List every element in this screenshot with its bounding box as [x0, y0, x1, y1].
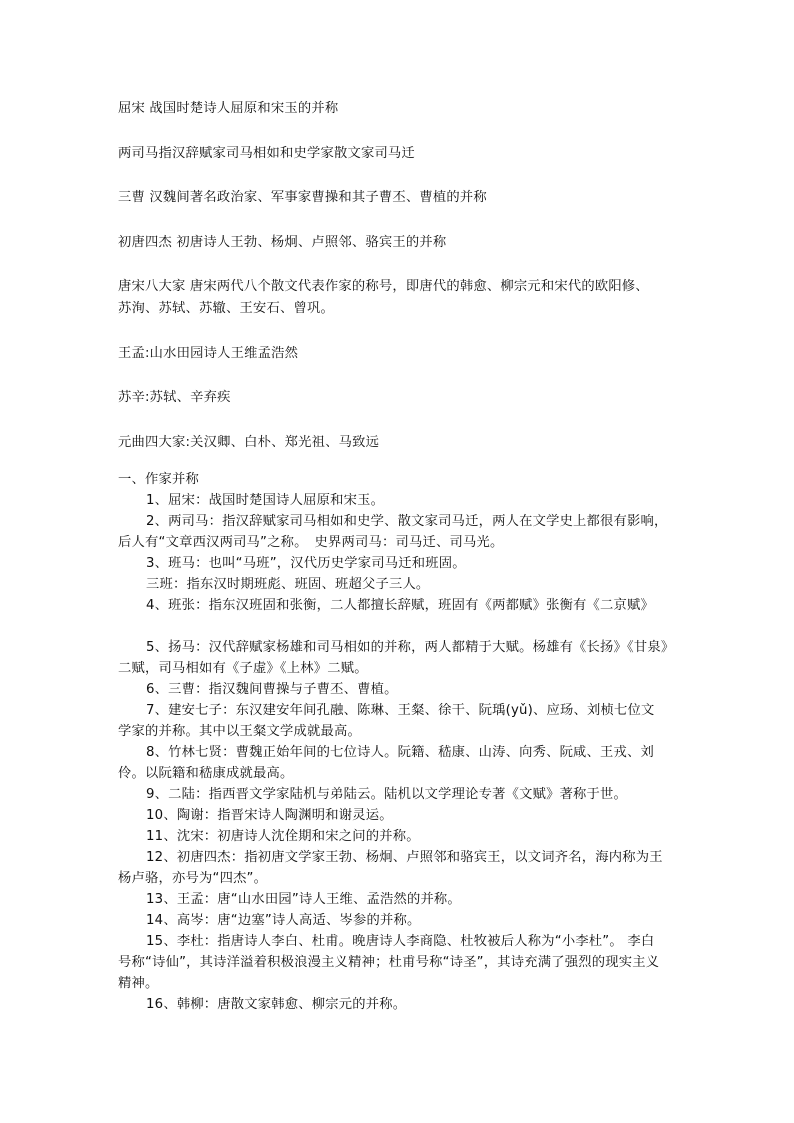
list-item-12-cont: 杨卢骆，亦号为“四杰”。 — [118, 871, 268, 886]
list-item-2-cont: 后人有“文章西汉两司马”之称。 史界两司马：司马迁、司马光。 — [118, 535, 504, 550]
list-item-5: 5、扬马：汉代辞赋家杨雄和司马相如的并称，两人都精于大赋。杨雄有《长扬》《甘泉》 — [146, 640, 675, 655]
list-item-7: 7、建安七子：东汉建安年间孔融、陈琳、王粲、徐干、阮瑀(yǔ)、应玚、刘桢七位文 — [146, 703, 655, 718]
line-tangsong-bada-cont: 苏洵、苏轼、苏辙、王安石、曾巩。 — [118, 301, 334, 316]
list-item-15-cont-2: 精神。 — [118, 976, 159, 991]
line-qusong: 屈宋 战国时楚诗人屈原和宋玉的并称 — [118, 101, 339, 116]
list-item-1: 1、屈宋：战国时楚国诗人屈原和宋玉。 — [146, 493, 385, 508]
list-item-13: 13、王孟：唐“山水田园”诗人王维、孟浩然的并称。 — [146, 892, 461, 907]
list-item-3: 3、班马：也叫“马班”，汉代历史学家司马迁和班固。 — [146, 556, 466, 571]
section-heading: 一、作家并称 — [118, 472, 199, 487]
line-sancao: 三曹 汉魏间著名政治家、军事家曹操和其子曹丕、曹植的并称 — [118, 190, 487, 205]
line-tangsong-bada: 唐宋八大家 唐宋两代八个散文代表作家的称号，即唐代的韩愈、柳宗元和宋代的欧阳修、 — [118, 279, 649, 294]
list-item-11: 11、沈宋：初唐诗人沈佺期和宋之问的并称。 — [146, 829, 420, 844]
line-yuanqu: 元曲四大家:关汉卿、白朴、郑光祖、马致远 — [118, 435, 380, 450]
list-item-8-cont: 伶。以阮籍和嵇康成就最高。 — [118, 766, 294, 781]
list-item-6: 6、三曹：指汉魏间曹操与子曹丕、曹植。 — [146, 682, 398, 697]
list-item-12: 12、初唐四杰：指初唐文学家王勃、杨炯、卢照邻和骆宾王，以文词齐名，海内称为王 — [146, 850, 663, 865]
line-suxin: 苏辛:苏轼、辛弃疾 — [118, 390, 231, 405]
line-liangsima: 两司马指汉辞赋家司马相如和史学家散文家司马迁 — [118, 146, 415, 161]
list-item-2: 2、两司马：指汉辞赋家司马相如和史学、散文家司马迁，两人在文学史上都很有影响， — [146, 514, 668, 529]
list-item-9: 9、二陆：指西晋文学家陆机与弟陆云。陆机以文学理论专著《文赋》著称于世。 — [146, 787, 628, 802]
line-chutang-sijie: 初唐四杰 初唐诗人王勃、杨炯、卢照邻、骆宾王的并称 — [118, 235, 447, 250]
list-item-4: 4、班张：指东汉班固和张衡，二人都擅长辞赋，班固有《两都赋》张衡有《二京赋》 — [146, 598, 655, 613]
line-wangmeng: 王孟:山水田园诗人王维孟浩然 — [118, 346, 299, 361]
list-item-16: 16、韩柳：唐散文家韩愈、柳宗元的并称。 — [146, 997, 407, 1012]
list-item-7-cont: 学家的并称。其中以王粲文学成就最高。 — [118, 724, 361, 739]
list-item-15: 15、李杜：指唐诗人李白、杜甫。晚唐诗人李商隐、杜牧被后人称为“小李杜”。 李白 — [146, 934, 655, 949]
list-item-8: 8、竹林七贤：曹魏正始年间的七位诗人。阮籍、嵇康、山涛、向秀、阮咸、王戎、刘 — [146, 745, 655, 760]
list-item-14: 14、高岑：唐“边塞”诗人高适、岑参的并称。 — [146, 913, 421, 928]
list-item-10: 10、陶谢：指晋宋诗人陶渊明和谢灵运。 — [146, 808, 393, 823]
list-item-5-cont: 二赋，司马相如有《子虚》《上林》二赋。 — [118, 661, 368, 676]
list-item-3-sub: 三班：指东汉时期班彪、班固、班超父子三人。 — [146, 577, 430, 592]
list-item-15-cont: 号称“诗仙”，其诗洋溢着积极浪漫主义精神；杜甫号称“诗圣”，其诗充满了强烈的现实主义 — [118, 955, 660, 970]
